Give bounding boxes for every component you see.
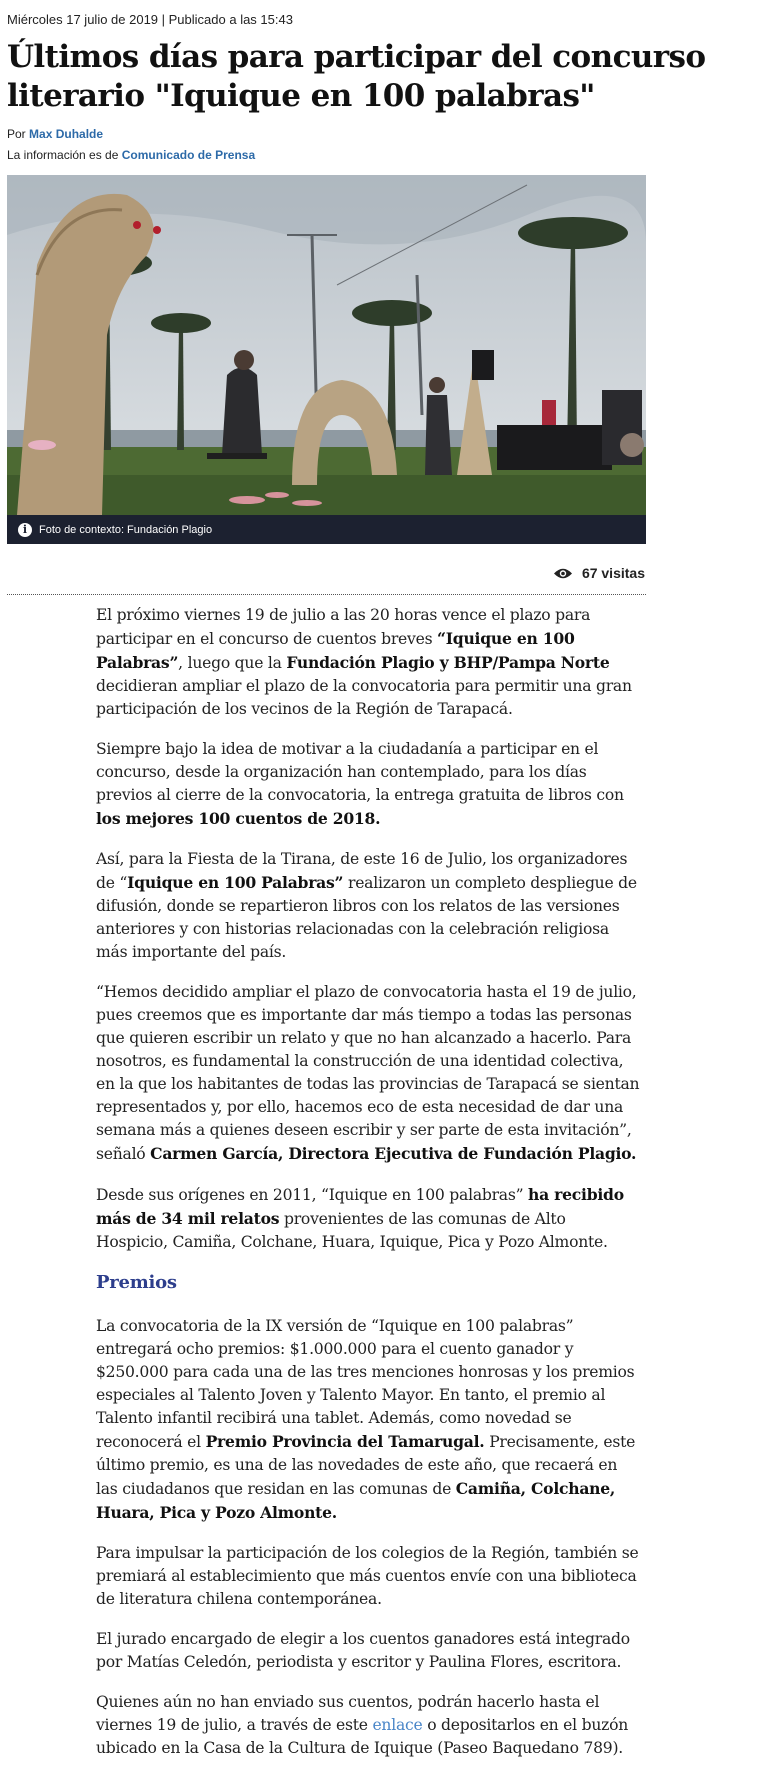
text: Así, para la Fiesta de la Tirana, de este 16 de Julio, los organizadores de “ bbox=[96, 850, 628, 892]
paragraph-9 bbox=[96, 1691, 641, 1760]
paragraph-7: Para impulsar la participación de los colegios de la Región, también se premiará al establecimiento que más cuentos envíe con una biblioteca de literatura chilena contemporánea. bbox=[96, 1544, 639, 1608]
visits-text: 67 visitas bbox=[581, 565, 645, 581]
source-line bbox=[7, 148, 255, 162]
text: decidieran ampliar el plazo de la convocatoria para permitir una gran participación de los vecinos de la Región de Tarapacá. bbox=[96, 677, 632, 718]
text: , luego que la bbox=[178, 654, 287, 672]
source-link[interactable]: Comunicado de Prensa bbox=[121, 148, 256, 162]
text: Siempre bajo la idea de motivar a la ciudadanía a participar en el concurso, desde la organización han contemplado, para los días previos al cierre de la convocatoria, la entrega gratuita de libros con bbox=[96, 740, 624, 804]
bold-text: “Iquique en 100 Palabras” bbox=[96, 629, 575, 672]
photo-illustration bbox=[7, 175, 646, 515]
paragraph-4 bbox=[96, 981, 641, 1166]
bold-text: Iquique en 100 Palabras” bbox=[127, 873, 344, 892]
text: provenientes de las comunas de Alto Hospicio, Camiña, Colchane, Huara, Iquique, Pica y Pozo Almonte. bbox=[96, 1210, 608, 1251]
article-meta: Miércoles 17 julio de 2019 | Publicado a las 15:43 bbox=[7, 12, 293, 27]
caption-text: Foto de contexto: Fundación Plagio bbox=[39, 523, 213, 536]
paragraph-1 bbox=[96, 604, 641, 721]
bold-text: los mejores 100 cuentos de 2018. bbox=[96, 809, 381, 828]
text: El próximo viernes 19 de julio a las 20 horas vence el plazo para participar en el concurso de cuentos breves bbox=[96, 606, 591, 648]
heading-premios: Premios bbox=[96, 1272, 177, 1293]
text: Desde sus orígenes en 2011, “Iquique en 100 palabras” bbox=[96, 1186, 529, 1204]
byline bbox=[7, 127, 103, 141]
eye-icon bbox=[553, 567, 573, 580]
bold-text: Camiña, Colchane, Huara, Pica y Pozo Almonte. bbox=[96, 1479, 616, 1522]
text: o depositarlos en el buzón ubicado en la Casa de la Cultura de Iquique (Paseo Baquedano 789). bbox=[96, 1716, 629, 1757]
author-link[interactable]: Max Duhalde bbox=[29, 127, 104, 141]
bold-text: Premio Provincia del Tamarugal. bbox=[205, 1432, 485, 1451]
text: La convocatoria de la IX versión de “Iquique en 100 palabras” entregará ocho premios: $1.000.000 para el cuento ganador y $250.000 para cada una de las tres menciones honrosas y los premios especiales al Talento Joven y Talento Mayor. En tanto, el premio al Talento infantil recibirá una tablet. Además, como novedad se reconocerá el bbox=[96, 1317, 635, 1451]
text: Quienes aún no han enviado sus cuentos, podrán hacerlo hasta el viernes 19 de julio, a través de este bbox=[96, 1693, 600, 1734]
photo-caption bbox=[7, 515, 646, 544]
bold-text: Fundación Plagio y BHP/Pampa Norte bbox=[286, 653, 610, 672]
article-body bbox=[96, 604, 641, 1777]
paragraph-3 bbox=[96, 848, 641, 964]
bold-text: Carmen García, Directora Ejecutiva de Fundación Plagio. bbox=[150, 1144, 637, 1163]
byline-prefix: Por bbox=[7, 127, 26, 141]
paragraph-6 bbox=[96, 1315, 641, 1525]
visits-counter bbox=[553, 565, 645, 581]
text: realizaron un completo despliegue de difusión, donde se repartieron libros con los relatos de las versiones anteriores y con historias relacionadas con la celebración religiosa más importante del país. bbox=[96, 874, 637, 961]
paragraph-5 bbox=[96, 1183, 641, 1254]
text: “Hemos decidido ampliar el plazo de convocatoria hasta el 19 de julio, pues creemos que es importante dar más tiempo a todas las personas que quieren escribir un relato y que no han alcanzado a hacerlo. Para nosotros, es fundamental la construcción de una identidad colectiva, en la que los habitantes de todas las provincias de Tarapacá se sientan representados y, por ello, hacemos eco de esta necesidad de dar una semana más a quienes deseen escribir y ser parte de esta invitación”, señaló bbox=[96, 983, 640, 1163]
paragraph-2 bbox=[96, 738, 641, 831]
submission-link[interactable]: enlace bbox=[372, 1716, 423, 1734]
paragraph-8: El jurado encargado de elegir a los cuentos ganadores está integrado por Matías Celedón, periodista y escritor y Paulina Flores, escritora. bbox=[96, 1630, 630, 1671]
info-icon: i bbox=[18, 523, 32, 537]
bold-text: ha recibido más de 34 mil relatos bbox=[96, 1185, 624, 1228]
article-title: Últimos días para participar del concurso literario "Iquique en 100 palabras" bbox=[7, 39, 706, 114]
source-prefix: La información es de bbox=[7, 148, 119, 162]
divider bbox=[7, 594, 646, 595]
article-photo bbox=[7, 175, 646, 515]
text: Precisamente, este último premio, es una de las novedades de este año, que recaerá en las ciudadanos que residan en las comunas de bbox=[96, 1433, 636, 1498]
